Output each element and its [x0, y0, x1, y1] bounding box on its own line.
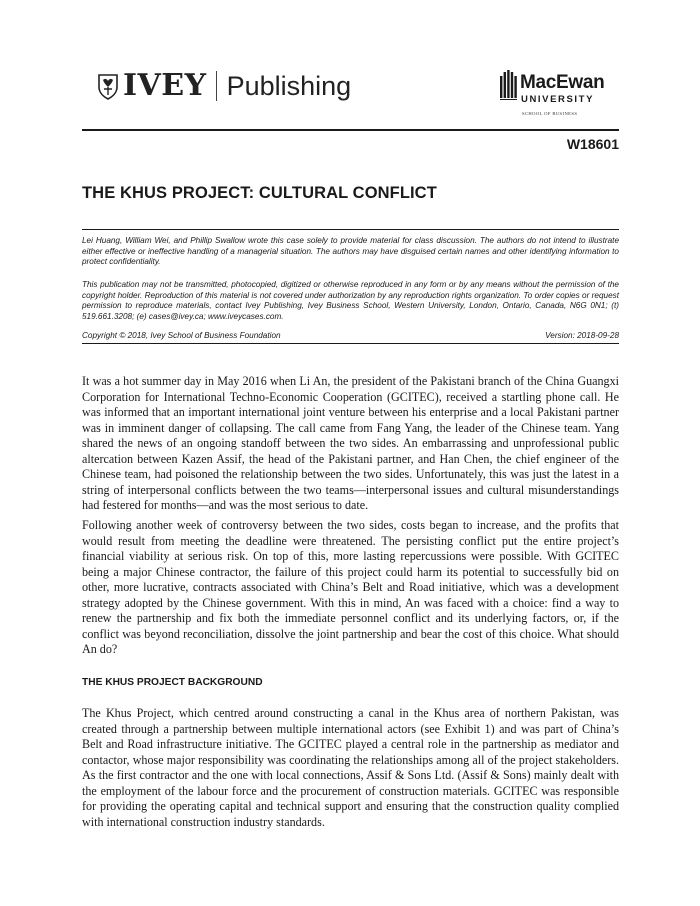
ivey-publishing-logo	[97, 68, 351, 104]
notes-bottom-rule	[82, 343, 619, 344]
copyright-text: Copyright © 2018, Ivey School of Business Foundation	[82, 331, 281, 340]
permission-note: This publication may not be transmitted, photocopied, digitized or otherwise reproduced in any form or by any means without the permission of the copyright holder. Reproduction of this material is not covered under authorization by any reproduction rights organization. To order copies or request permission to reproduce materials, contact Ivey Publishing, Ivey Business School, Western University, London, Ontario, Canada, N6G 0N1; (t) 519.661.3208; (e) cases@ivey.ca; www.iveycases.com.	[82, 280, 619, 321]
header-rule	[82, 129, 619, 131]
ivey-wordmark: IVEY	[123, 68, 207, 103]
logo-separator	[216, 71, 217, 101]
macewan-university: UNIVERSITY	[521, 94, 595, 105]
macewan-school: SCHOOL OF BUSINESS	[522, 111, 578, 116]
macewan-bars-icon	[500, 70, 518, 100]
macewan-name: MacEwan	[520, 72, 605, 93]
section-heading: THE KHUS PROJECT BACKGROUND	[82, 677, 263, 688]
publishing-wordmark: Publishing	[226, 71, 352, 101]
body-paragraph-2: Following another week of controversy between the two sides, costs began to increase, and the profits that would result from meeting the deadline were threatened. The persisting conflict put the entire project’s financial viability at serious risk. On top of this, more lasting repercussions were possible. With GCITEC being a major Chinese contractor, the failure of this project could harm its potential to successfully bid on other, more lucrative, contracts associated with China’s Belt and Road initiative, which was a development strategy adopted by the Chinese government. With this in mind, An was faced with a choice: find a way to renew the partnership and fix both the immediate personnel conflict and its underlying factors, or, if the conflict was beyond reconciliation, dissolve the joint partnership and bear the cost of this choice. What should An do?	[82, 518, 619, 656]
authors-note: Lei Huang, William Wei, and Phillip Swallow wrote this case solely to provide material for class discussion. The authors do not intend to illustrate either effective or ineffective handling of a managerial situation. The authors may have disguised certain names and other identifying information to protect confidentiality.	[82, 236, 619, 267]
macewan-logo	[500, 70, 620, 122]
notes-top-rule	[82, 229, 619, 230]
case-code: W18601	[566, 136, 619, 152]
body-paragraph-1: It was a hot summer day in May 2016 when Li An, the president of the Pakistani branch of the China Guangxi Corporation for International Techno-Economic Cooperation (GCITEC), received a startling phone call. He was informed that an important international joint venture between his enterprise and a local Pakistani partner was in imminent danger of collapsing. The call came from Fang Yang, the leader of the Chinese team. Yang shared the news of an ongoing standoff between the two sides. An embarrassing and unprofessional public altercation between Kazen Assif, the head of the Pakistani partner, and Han Chen, the chief engineer of the Chinese team, had poisoned the relationship between the two sides. Unfortunately, this was just the latest in a string of interpersonal conflicts between the two teams—interpersonal issues and cultural misunderstandings had festered for months—and was the most serious to date.	[82, 374, 619, 512]
case-title: THE KHUS PROJECT: CULTURAL CONFLICT	[82, 184, 437, 202]
body-paragraph-3: The Khus Project, which centred around constructing a canal in the Khus area of northern Pakistan, was created through a partnership between multiple international actors (see Exhibit 1) and was part of China’s Belt and Road infrastructure initiative. The GCITEC played a central role in the partnership as mediator and contactor, whose major responsibility was coordinating the relationships among all of the project stakeholders. As the first contractor and the one with local connections, Assif & Sons Ltd. (Assif & Sons) mainly dealt with the employment of the labour force and the procurement of construction materials. GCITEC was responsible for providing the operating capital and technical support and ensuring that the construction quality complied with international construction industry standards.	[82, 706, 619, 829]
version-text: Version: 2018-09-28	[545, 331, 619, 340]
ivey-crest-icon	[97, 72, 119, 100]
